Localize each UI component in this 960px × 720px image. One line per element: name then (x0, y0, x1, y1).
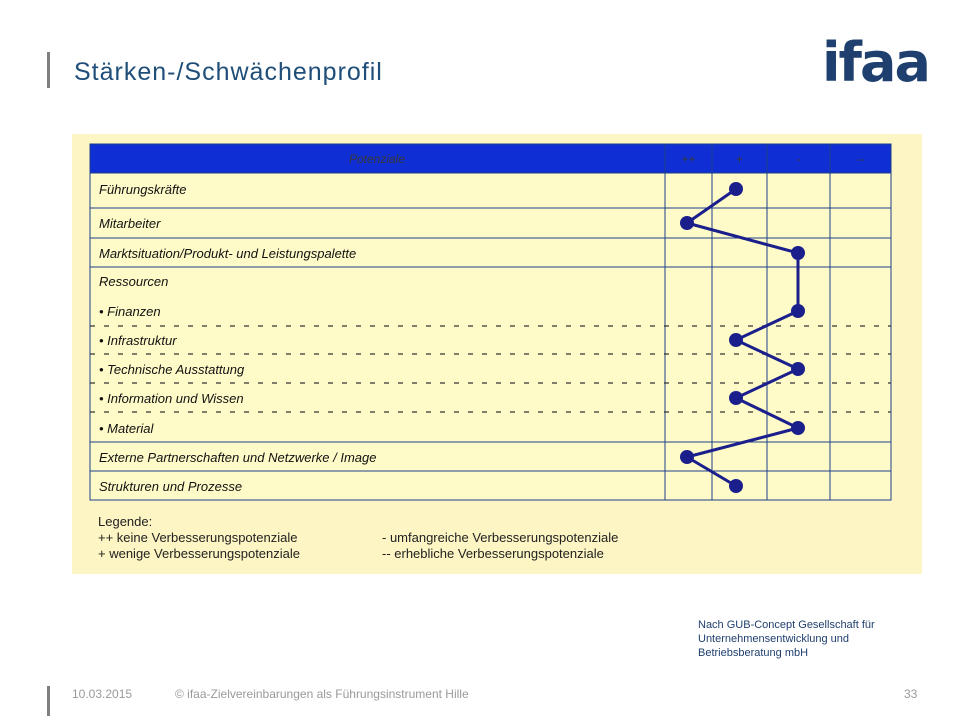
scale-header-4: -- (856, 152, 865, 166)
row-label: Führungskräfte (99, 182, 187, 197)
table-header (90, 144, 891, 173)
source-note (698, 618, 928, 660)
legend-item: + wenige Verbesserungspotenziale (98, 546, 301, 561)
footer-date: 10.03.2015 (72, 687, 133, 701)
ifaa-logo: ifaa (822, 31, 929, 94)
footer-copyright: © ifaa-Zielvereinbarungen als Führungsinstrument Hille (175, 687, 469, 701)
profile-point (791, 304, 805, 318)
footer-accent-bar (47, 686, 50, 716)
legend-title: Legende: (98, 514, 153, 529)
profile-point (729, 391, 743, 405)
profile-point (729, 182, 743, 196)
row-label: • Infrastruktur (99, 333, 177, 348)
table-background (90, 144, 891, 500)
row-label: Ressourcen (99, 274, 169, 289)
profile-point (680, 216, 694, 230)
profile-point (791, 246, 805, 260)
profile-point (680, 450, 694, 464)
source-line: Unternehmensentwicklung und (698, 633, 850, 645)
legend-item: - umfangreiche Verbesserungspotenziale (382, 530, 619, 545)
row-label: • Technische Ausstattung (99, 362, 245, 377)
row-label: • Information und Wissen (99, 391, 244, 406)
row-label: Mitarbeiter (99, 216, 161, 231)
source-line: Nach GUB-Concept Gesellschaft für (698, 619, 875, 631)
header-label: Potenziale (348, 152, 406, 166)
legend-item: -- erhebliche Verbesserungspotenziale (382, 546, 604, 561)
scale-header-2: + (735, 152, 744, 166)
scale-header-3: - (796, 152, 801, 166)
profile-point (729, 479, 743, 493)
page-number: 33 (904, 687, 918, 701)
row-label: • Finanzen (99, 304, 161, 319)
profile-point (791, 421, 805, 435)
row-label: • Material (99, 421, 154, 436)
profile-point (729, 333, 743, 347)
row-label: Marktsituation/Produkt- und Leistungspalette (99, 246, 357, 261)
scale-header-1: ++ (681, 152, 696, 166)
row-label: Strukturen und Prozesse (99, 479, 243, 494)
source-line: Betriebsberatung mbH (698, 647, 809, 659)
legend-row (98, 546, 618, 562)
slide-title: Stärken-/Schwächenprofil (74, 58, 383, 86)
profile-point (791, 362, 805, 376)
row-label: Externe Partnerschaften und Netzwerke / Image (99, 450, 377, 465)
legend (98, 514, 618, 562)
legend-row (98, 530, 618, 546)
legend-item: ++ keine Verbesserungspotenziale (98, 530, 298, 545)
